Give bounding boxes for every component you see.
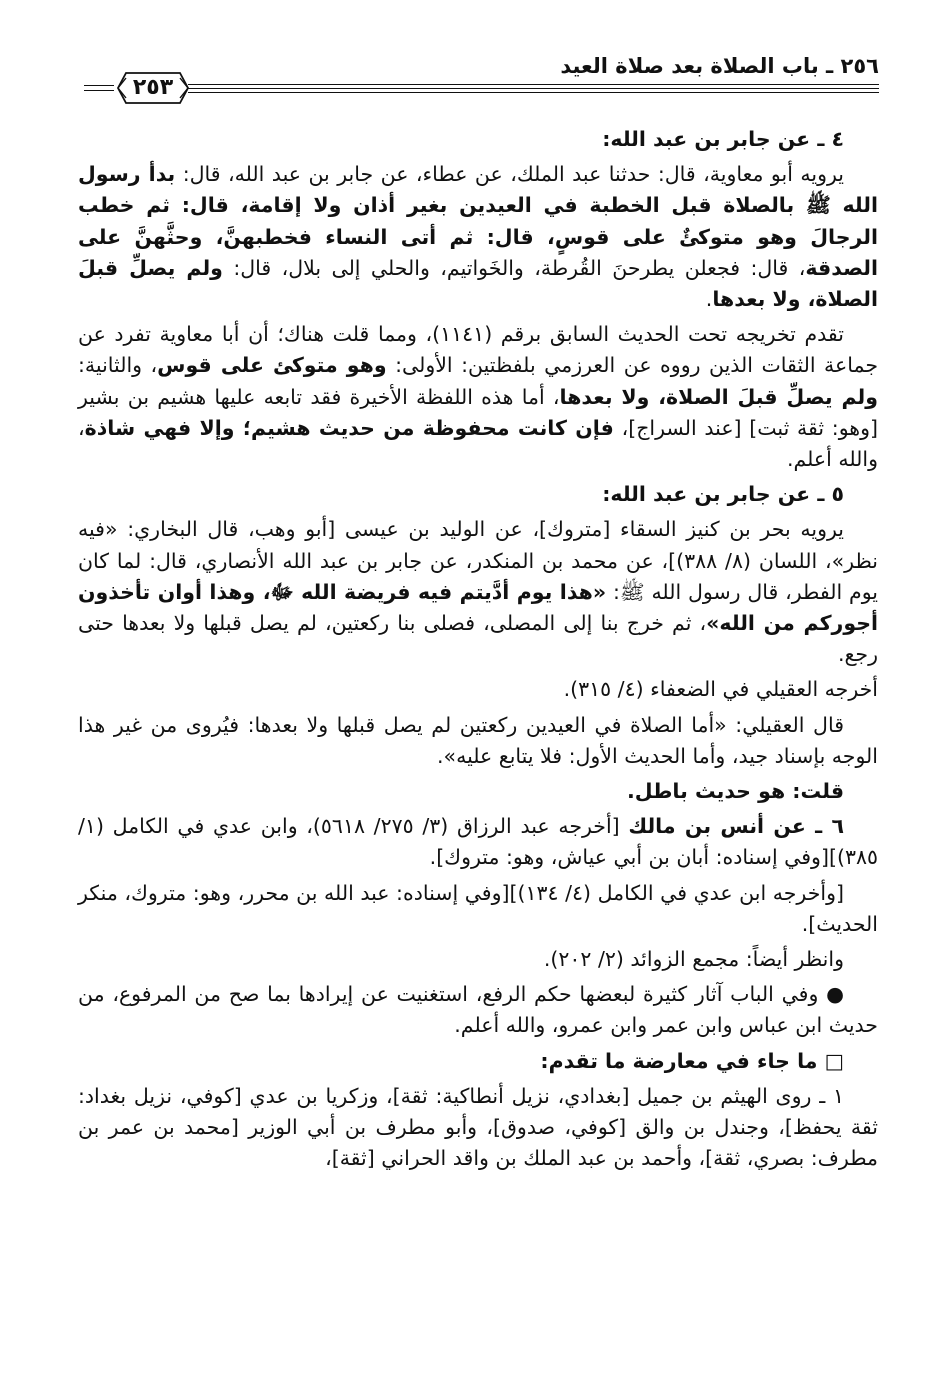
paragraph: ١ ـ روى الهيثم بن جميل [بغدادي، نزيل أنطاكية: ثقة]، وزكريا بن عدي [كوفي، نزيل بغداد: ثقة يحفظ]، وجندل بن والق [كوفي، صدوق]، وأبو مطرف بن أبي الوزير [محمد بن عمر بن مطرف: بصري، ثقة]، وأحمد بن عبد الملك بن واقد الحراني [ثقة]، <box>78 1083 878 1171</box>
page-header <box>84 48 879 100</box>
section-heading: ٥ ـ عن جابر بن عبد الله: <box>602 482 844 507</box>
hadith-text: «هذا يوم أدَّيتم فيه فريضة الله ﷻ، وهذا أوان تأخذون أجوركم من الله» <box>78 579 878 636</box>
paragraph: أخرجه العقيلي في الضعفاء (٤/ ٣١٥). <box>563 677 878 702</box>
section-heading: ٤ ـ عن جابر بن عبد الله: <box>602 127 844 151</box>
text-run: ، والثانية: <box>78 353 158 378</box>
emphasis: فإن كانت محفوظة من حديث هشيم؛ وإلا فهي شاذة <box>84 415 614 440</box>
header-rule <box>188 84 879 85</box>
paragraph <box>78 776 878 807</box>
emphasis: قلت: هو حديث باطل. <box>627 779 844 804</box>
text-run: يرويه بحر بن كنيز السقاء [متروك]، عن الوليد بن عيسى [أبو وهب، قال البخاري: «فيه نظر»، اللسان (٨/ ٣٨٨)]، عن محمد بن المنكدر، عن جابر بن عبد الله الأنصاري، قال: لما كان يوم الفطر، قال رسول الله ﷺ: <box>78 517 878 604</box>
paragraph <box>78 319 878 475</box>
header-dash <box>84 85 114 86</box>
page-body <box>78 124 878 1179</box>
text-run: . <box>705 287 713 312</box>
text-run: تقدم تخريجه تحت الحديث السابق برقم (١١٤١)، ومما قلت هناك؛ أن أبا معاوية تفرد عن جماعة الثقات الذين رووه عن العرزمي بلفظتين: الأولى: <box>78 322 878 378</box>
page-number-frame <box>116 70 190 106</box>
section-heading-inline: ٦ ـ عن أنس بن مالك <box>628 814 844 839</box>
heading-text: ما جاء في معارضة ما تقدم: <box>540 1048 825 1073</box>
paragraph <box>78 159 878 315</box>
text-run: [أخرجه عبد الرزاق (٣/ ٢٧٥/ ٥٦١٨)، وابن عدي في الكامل (١/ ٣٨٥)][وفي إسناده: أبان بن أبي عياش، وهو: متروك]. <box>78 814 878 870</box>
paragraph: ● وفي الباب آثار كثيرة لبعضها حكم الرفع، استغنيت عن إيرادها بما صح من المرفوع، من حديث ابن عباس وابن عمر وابن عمرو، والله أعلم. <box>78 982 878 1038</box>
page-number: ٢٥٣ <box>132 75 174 100</box>
text-run: يرويه أبو معاوية، قال: حدثنا عبد الملك، عن عطاء، عن جابر بن عبد الله، قال: <box>175 162 844 187</box>
emphasis: وهو متوكئ على قوس <box>157 353 387 378</box>
text-run: ، قال: فجعلن يطرحنَ القُرطة، والخَواتيم، والحلي إلى بلال، قال: <box>222 255 806 280</box>
emphasis: ولم يصلِّ قبلَ الصلاة، ولا بعدها <box>559 384 878 409</box>
paragraph <box>78 514 878 670</box>
paragraph <box>78 811 878 873</box>
section-heading <box>78 1046 878 1077</box>
text-run: ، أما هذه اللفظة الأخيرة فقد تابعه عليها هشيم بن بشير [وهو: ثقة ثبت] [عند السراج]، <box>78 384 878 440</box>
paragraph: [وأخرجه ابن عدي في الكامل (٤/ ١٣٤)][وفي إسناده: عبد الله بن محرر، وهو: متروك، منكر الحديث]. <box>78 880 878 936</box>
text-run: ، ثم خرج بنا إلى المصلى، فصلى بنا ركعتين، لم يصل قبلها ولا بعدها حتى رجع. <box>78 611 878 667</box>
header-rule <box>188 92 879 93</box>
header-rule <box>188 88 879 89</box>
hadith-text: ولم يصلِّ قبلَ الصلاة، ولا بعدها <box>78 255 878 312</box>
paragraph: وانظر أيضاً: مجمع الزوائد (٢/ ٢٠٢). <box>543 947 844 972</box>
paragraph: قال العقيلي: «أما الصلاة في العيدين ركعتين لم يصل قبلها ولا بعدها: فيُروى من غير هذا الوجه بإسناد جيد، وأما الحديث الأول: فلا يتابع عليه». <box>78 712 878 768</box>
chapter-title: ٢٥٦ ـ باب الصلاة بعد صلاة العيد <box>560 54 879 78</box>
header-dash <box>84 90 114 91</box>
square-bullet-icon: □ <box>824 1048 844 1073</box>
text-run: ، والله أعلم. <box>78 415 878 472</box>
hadith-text: بدأ رسول الله ﷺ بالصلاة قبل الخطبة في العيدين بغير أذان ولا إقامة، قال: ثم خطب الرجالَ وهو متوكئٌ على قوسٍ، قال: ثم أتى النساء فخطبهنَّ، وحثَّهنَّ على الصدقة <box>78 162 878 280</box>
